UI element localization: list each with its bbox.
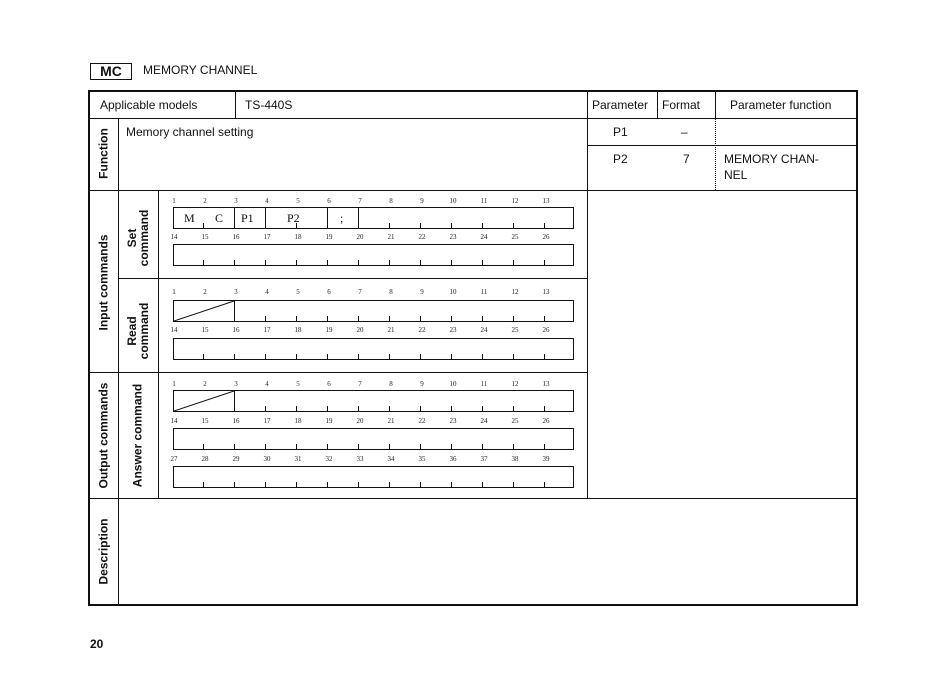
output-commands-label: Output commands bbox=[96, 382, 111, 489]
param-header: Parameter bbox=[592, 98, 649, 112]
applicable-models-value: TS-440S bbox=[245, 98, 293, 112]
answer-command-label: Answer command bbox=[130, 383, 145, 488]
command-table: Applicable models TS-440S Parameter Format Parameter function P1 – P2 7 MEMORY CHAN- NEL Memory channel setting Function Input commands Output commands Description Set command Read command Answer command 1 2 3 4 5 6 7 8 9 10 11 12 13 M C P1 P2 ; 14 15 16 17 18 19 20 21 22 23 24 25 26 1 2 3 4 5 6 7 8 9 10 11 12 13 14 15 16 17 18 19 20 21 22 23 24 25 26 1 2 3 4 5 6 7 8 9 10 11 12 13 14 15 16 17 18 19 20 21 22 23 24 25 26 27 28 29 30 31 32 33 34 35 36 37 38 39 bbox=[88, 90, 858, 606]
function-label: Function bbox=[96, 128, 111, 179]
answer-diagonal-slash bbox=[174, 391, 235, 412]
param-p1: P1 bbox=[613, 125, 628, 139]
applicable-models-label: Applicable models bbox=[100, 98, 198, 112]
function-p2-line2: NEL bbox=[724, 168, 748, 182]
function-header: Parameter function bbox=[730, 98, 832, 112]
format-p2: 7 bbox=[683, 152, 690, 166]
set-cell-c: C bbox=[215, 211, 224, 225]
command-code-badge: MC bbox=[90, 63, 132, 80]
set-command-label: Set command bbox=[125, 209, 151, 267]
set-cell-p1: P1 bbox=[241, 211, 254, 225]
page-number: 20 bbox=[90, 637, 104, 651]
set-cell-m: M bbox=[184, 211, 195, 225]
function-p2-line1: MEMORY CHAN- bbox=[724, 152, 819, 166]
set-cell-terminator: ; bbox=[340, 211, 344, 225]
function-text: Memory channel setting bbox=[126, 125, 254, 139]
read-diagonal-slash bbox=[174, 301, 235, 322]
format-p1: – bbox=[681, 125, 688, 139]
description-label: Description bbox=[96, 518, 111, 585]
format-header: Format bbox=[662, 98, 701, 112]
command-title: MEMORY CHANNEL bbox=[143, 63, 258, 77]
set-cell-p2: P2 bbox=[287, 211, 300, 225]
read-command-label: Read command bbox=[125, 302, 151, 360]
input-commands-label: Input commands bbox=[96, 234, 111, 331]
param-p2: P2 bbox=[613, 152, 628, 166]
